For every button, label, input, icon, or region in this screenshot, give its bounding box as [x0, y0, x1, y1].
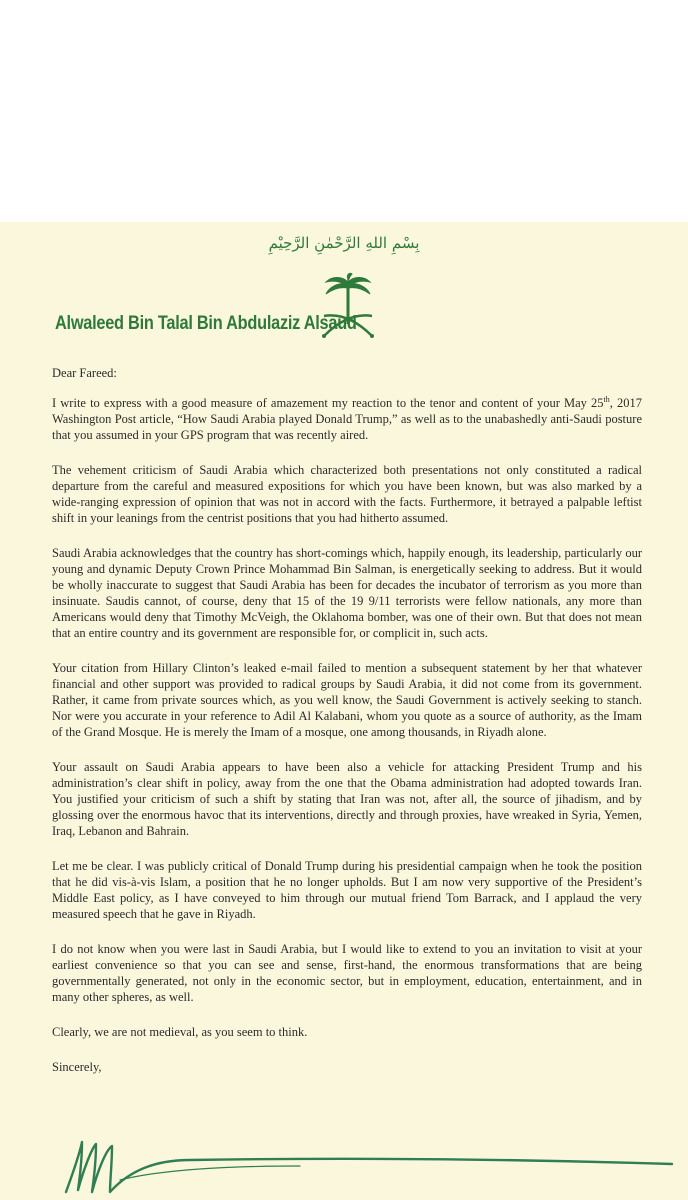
paragraph-3: Saudi Arabia acknowledges that the country has short-comings which, happily enough, its leadership, particularly our young and dynamic Deputy Crown Prince Mohammad Bin Salman, is energetically seeking to address. But it would be wholly inaccurate to suggest that Saudi Arabia has been for decades the incubator of terrorism as you more than insinuate. Saudis cannot, of course, deny that 15 of the 19 9/11 terrorists were fellow nationals, any more than Americans would deny that Timothy McVeigh, the Oklahoma bomber, was one of their own. But that does not mean that an entire country and its government are responsible for, or complicit in, such acts. [52, 546, 642, 640]
handwritten-signature-icon [60, 1130, 680, 1200]
paragraph-4: Your citation from Hillary Clinton’s leaked e-mail failed to mention a subsequent statement by her that whatever financial and other support was provided to radical groups by Saudi Arabia, it did not come from its government. Rather, it came from private sources which, as you well know, the Saudi Government is actively seeking to stanch. Nor were you accurate in your reference to Adil Al Kalabani, whom you quote as a source of authority, as the Imam of the Grand Mosque. He is merely the Imam of a mosque, one among thousands, in Riyadh alone. [52, 661, 642, 739]
basmala-heading: بِسْمِ اللهِ الرَّحْمٰنِ الرَّحِيْمِ [268, 234, 420, 252]
letter-page [0, 222, 688, 1200]
paragraph-6: Let me be clear. I was publicly critical of Donald Trump during his presidential campaign when he took the position that he did vis-à-vis Islam, a position that he no longer upholds. But I am now very supportive of the President’s Middle East policy, as I have conveyed to him through our mutual friend Tom Barrack, and I applaud the very measured speech that he gave in Riyadh. [52, 859, 642, 921]
paragraph-8: Clearly, we are not medieval, as you seem to think. [52, 1025, 308, 1039]
closing: Sincerely, [52, 1060, 102, 1074]
paragraph-7: I do not know when you were last in Saudi Arabia, but I would like to extend to you an invitation to visit at your earliest convenience so that you can see and sense, first-hand, the enormous transformations that are being governmentally generated, not only in the economic sector, but in employment, education, entertainment, and in many other spheres, as well. [52, 942, 642, 1004]
letter-body [52, 365, 642, 1094]
paragraph-5: Your assault on Saudi Arabia appears to have been also a vehicle for attacking President Trump and his administration’s clear shift in policy, away from the one that the Obama administration had adopted towards Iran. You justified your criticism of such a shift by stating that Iran was not, after all, the source of jihadism, and by glossing over the enormous havoc that its interventions, directly and through proxies, have wreaked in Syria, Yemen, Iraq, Lebanon and Bahrain. [52, 760, 642, 838]
paragraph-1: I write to express with a good measure of amazement my reaction to the tenor and content of your May 25th, 2017 Washington Post article, “How Saudi Arabia played Donald Trump,” as well as to the unabashedly anti-Saudi posture that you assumed in your GPS program that was recently aired. [52, 394, 643, 442]
salutation: Dear Fareed: [52, 366, 117, 380]
paragraph-2: The vehement criticism of Saudi Arabia which characterized both presentations not only constituted a radical departure from the careful and measured expositions for which you have been known, but was also marked by a wide-ranging expression of opinion that was not in accord with the facts. Furthermore, it betrayed a palpable leftist shift in your leanings from the centrist positions that you had hitherto assumed. [52, 463, 642, 525]
sender-name: Alwaleed Bin Talal Bin Abdulaziz Alsaud [55, 313, 357, 334]
